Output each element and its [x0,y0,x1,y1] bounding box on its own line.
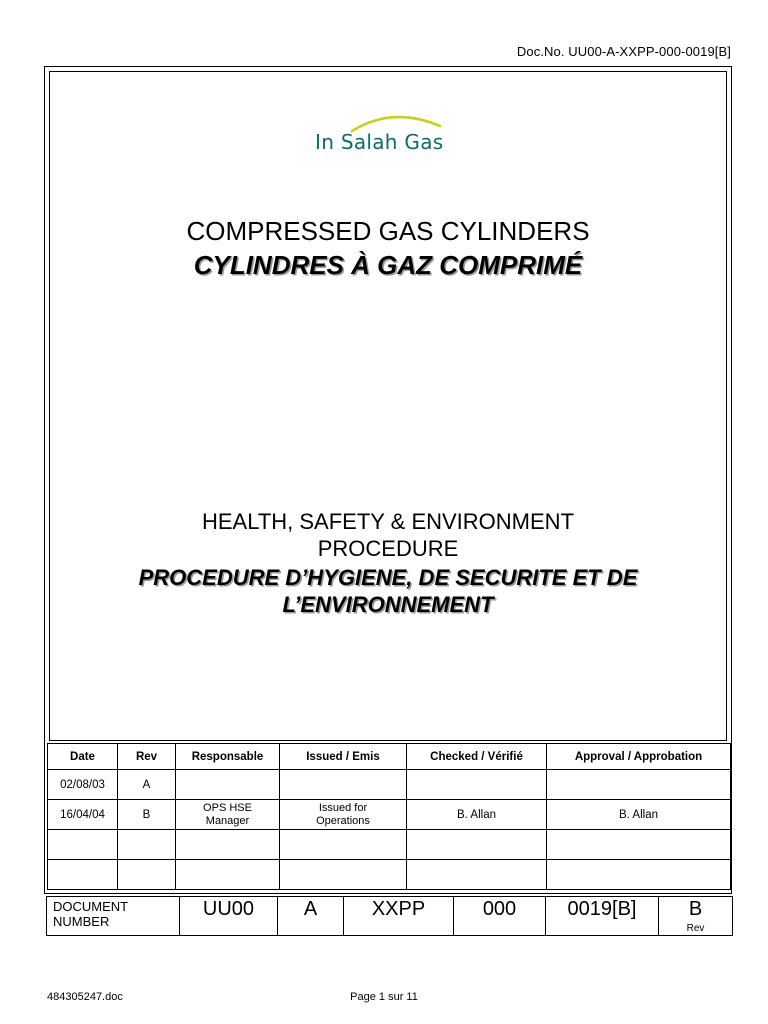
cell-rev [118,830,176,860]
document-number-row [47,897,733,936]
cell-checked [407,860,547,890]
subtitle-french [49,564,727,618]
cell-issued [280,830,407,860]
cell-rev [118,860,176,890]
title-english: COMPRESSED GAS CYLINDERS [186,216,590,246]
subtitle-french-line1: PROCEDURE D’HYGIENE, DE SECURITE ET DE [138,565,638,590]
cell-rev: B [118,800,176,830]
document-number-label-line1: DOCUMENT [53,899,129,914]
cell-issued [280,770,407,800]
cell-approval: B. Allan [547,800,731,830]
cell-date [48,830,118,860]
cell-responsable [176,770,280,800]
cell-checked [407,770,547,800]
footer-page-number: Page 1 sur 11 [350,991,418,1003]
cell-responsable: OPS HSE Manager [176,800,280,830]
title-french: CYLINDRES À GAZ COMPRIMÉ [193,250,583,280]
header-date: Date [48,744,118,770]
subtitle-english [49,508,727,562]
footer-filename: 484305247.doc [47,991,123,1003]
cell-approval [547,830,731,860]
cell-rev: A [118,770,176,800]
subtitle-english-line2: PROCEDURE [317,536,459,561]
table-row [48,770,731,800]
doc-part-originator: A [278,897,344,936]
document-number-label [47,897,180,936]
header-doc-number: Doc.No. UU00-A-XXPP-000-0019[B] [516,44,731,59]
header-approval: Approval / Approbation [547,744,731,770]
doc-part-area: UU00 [180,897,278,936]
header-rev: Rev [118,744,176,770]
in-salah-gas-logo [310,112,490,160]
cell-issued: Issued for Operations [280,800,407,830]
document-number-table [46,896,733,936]
subtitle-english-line1: HEALTH, SAFETY & ENVIRONMENT [201,509,575,534]
cell-approval [547,770,731,800]
cell-responsable [176,830,280,860]
doc-part-sequence: 0019[B] [546,897,659,936]
page-inner-border [49,71,727,741]
header-responsable: Responsable [176,744,280,770]
doc-rev-caption: Rev [686,923,705,934]
doc-rev-value: B [688,898,703,920]
cell-approval [547,860,731,890]
header-issued: Issued / Emis [280,744,407,770]
cell-responsable [176,860,280,890]
logo-text: In Salah Gas [315,130,444,154]
header-checked: Checked / Vérifié [407,744,547,770]
document-number-label-line2: NUMBER [53,914,110,929]
doc-part-rev [659,897,733,936]
approval-table-header-row [48,744,731,770]
table-row [48,830,731,860]
cell-checked [407,830,547,860]
cell-checked: B. Allan [407,800,547,830]
table-row [48,800,731,830]
cell-date: 02/08/03 [48,770,118,800]
cell-issued [280,860,407,890]
table-row [48,860,731,890]
doc-part-discipline: XXPP [344,897,454,936]
approval-table [47,743,731,890]
subtitle-french-line2: L’ENVIRONNEMENT [282,592,494,617]
cell-date: 16/04/04 [48,800,118,830]
doc-part-type: 000 [454,897,546,936]
cell-date [48,860,118,890]
